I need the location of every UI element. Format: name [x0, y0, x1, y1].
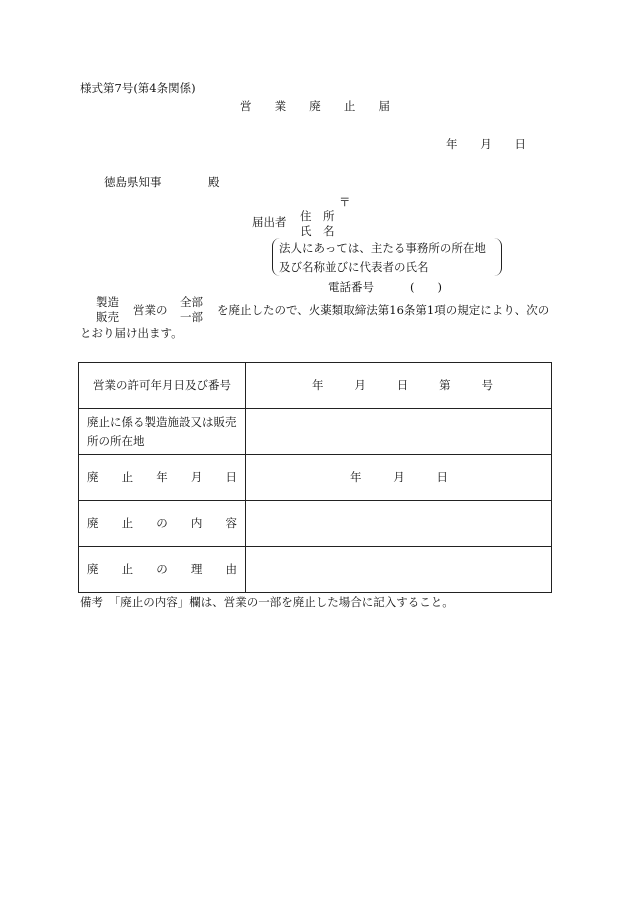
abolition-reason-value-cell[interactable] — [246, 547, 552, 593]
addressee: 徳島県知事 — [104, 175, 162, 189]
permit-number-prefix: 第 — [439, 378, 451, 393]
abolition-year: 年 — [350, 470, 362, 485]
remarks: 備考 「廃止の内容」欄は、営業の一部を廃止した場合に記入すること。 — [80, 595, 454, 609]
phone-parens: ( ) — [410, 280, 442, 294]
name-label: 氏 名 — [300, 224, 335, 238]
applicant-label: 届出者 — [252, 215, 287, 229]
scope-option-part: 一部 — [180, 310, 203, 324]
corporate-note-line1: 法人にあっては、主たる事務所の所在地 — [279, 241, 486, 255]
permit-value-cell[interactable] — [246, 363, 552, 409]
title-char: 業 — [274, 99, 287, 113]
abolition-date-label: 廃 止 年 月 日 — [79, 455, 246, 501]
title-char: 営 — [240, 99, 252, 113]
table-row — [79, 455, 552, 501]
form-table — [78, 362, 552, 593]
statement-text-line2: とおり届け出ます。 — [80, 326, 183, 340]
permit-day: 日 — [396, 378, 409, 393]
table-row — [79, 409, 552, 455]
abolition-content-label: 廃 止 の 内 容 — [79, 501, 246, 547]
addressee-suffix: 殿 — [208, 175, 220, 189]
table-row — [79, 363, 552, 409]
business-of: 営業の — [133, 303, 168, 317]
table-row — [79, 547, 552, 593]
abolition-month: 月 — [393, 470, 405, 485]
abolition-reason-label: 廃 止 の 理 由 — [79, 547, 246, 593]
submission-date — [446, 138, 526, 152]
abolition-day: 日 — [436, 470, 448, 485]
date-month: 月 — [480, 137, 492, 151]
date-year: 年 — [446, 137, 458, 151]
statement-text-line1: を廃止したので、火薬類取締法第16条第1項の規定により、次の — [217, 303, 550, 317]
postal-mark: 〒 — [339, 195, 351, 209]
permit-number-suffix: 号 — [481, 378, 493, 393]
scope-option-all: 全部 — [180, 295, 203, 309]
document-title — [240, 100, 390, 114]
abolition-content-value-cell[interactable] — [246, 501, 552, 547]
facility-label: 廃止に係る製造施設又は販売所の所在地 — [79, 409, 246, 455]
corporate-note-line2: 及び名称並びに代表者の氏名 — [279, 260, 429, 274]
title-char: 届 — [378, 99, 390, 113]
address-label: 住 所 — [300, 209, 335, 223]
phone-label: 電話番号 — [328, 280, 374, 294]
title-char: 止 — [343, 99, 356, 113]
date-day: 日 — [514, 137, 526, 151]
permit-year: 年 — [312, 378, 324, 393]
permit-label: 営業の許可年月日及び番号 — [79, 363, 246, 409]
type-option-manufacture: 製造 — [96, 295, 119, 309]
permit-month: 月 — [354, 378, 366, 393]
table-row — [79, 501, 552, 547]
title-char: 廃 — [309, 99, 321, 113]
form-number: 様式第7号(第4条関係) — [80, 81, 196, 95]
abolition-date-value-cell[interactable] — [246, 455, 552, 501]
facility-value-cell[interactable] — [246, 409, 552, 455]
type-option-sales: 販売 — [96, 310, 119, 324]
